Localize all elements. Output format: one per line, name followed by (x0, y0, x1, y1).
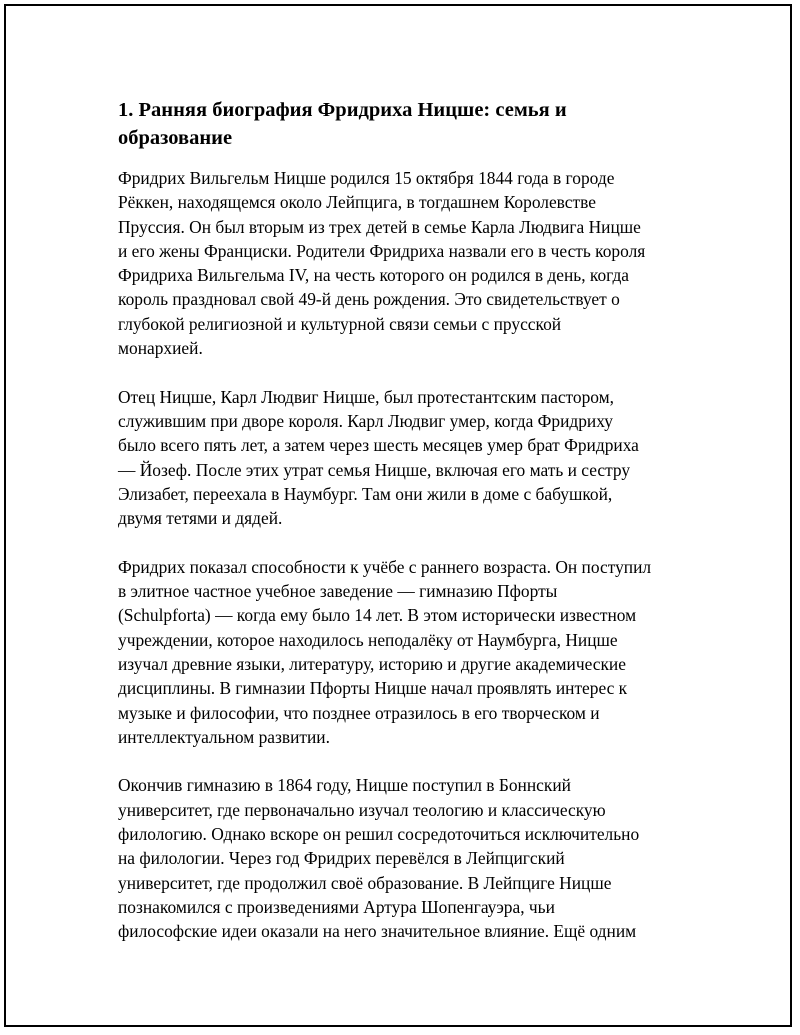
text-line: Пруссия. Он был вторым из трех детей в семье Карла Людвига Ницше (118, 216, 641, 237)
text-line: (Schulpforta) — когда ему было 14 лет. В этом исторически известном (118, 605, 637, 626)
text-line: Рёккен, находящемся около Лейпцига, в тогдашнем Королевстве (118, 192, 596, 213)
text-line: интеллектуальном развитии. (118, 726, 330, 747)
text-line: познакомился с произведениями Артура Шопенгауэра, чьи (118, 896, 555, 917)
text-line: было всего пять лет, а затем через шесть месяцев умер брат Фридриха (118, 435, 639, 456)
text-line: служившим при дворе короля. Карл Людвиг умер, когда Фридриху (118, 410, 613, 431)
text-line: изучал древние языки, литературу, историю и другие академические (118, 653, 626, 674)
text-line: филологию. Однако вскоре он решил сосредоточиться исключительно (118, 824, 640, 845)
text-line: Фридриха Вильгельма IV, на честь которого он родился в день, когда (118, 265, 630, 286)
section-heading (118, 96, 698, 152)
text-line: Фридрих показал способности к учёбе с раннего возраста. Он поступил (118, 556, 652, 577)
paragraph-university (118, 773, 698, 943)
text-line: Окончив гимназию в 1864 году, Ницше поступил в Боннский (118, 775, 571, 796)
text-line: Фридрих Вильгельм Ницше родился 15 октября 1844 года в городе (118, 168, 615, 188)
paragraph-birth (118, 166, 698, 360)
text-line: в элитное частное учебное заведение — гимназию Пфорты (118, 581, 558, 602)
text-line: двумя тетями и дядей. (118, 508, 283, 529)
text-line: монархией. (118, 338, 203, 359)
heading-line: 1. Ранняя биография Фридриха Ницше: семья и (118, 99, 567, 121)
text-line: король праздновал свой 49-й день рождения. Это свидетельствует о (118, 289, 620, 310)
text-line: музыке и философии, что позднее отразилось в его творческом и (118, 702, 600, 723)
text-line: университет, где первоначально изучал теологию и классическую (118, 799, 606, 820)
text-line: Отец Ницше, Карл Людвиг Ницше, был протестантским пастором, (118, 386, 615, 407)
text-line: глубокой религиозной и культурной связи семьи с прусской (118, 313, 562, 334)
text-line: философские идеи оказали на него значительное влияние. Ещё одним (118, 921, 637, 942)
text-line: и его жены Франциски. Родители Фридриха назвали его в честь короля (118, 240, 646, 261)
paragraph-gymnasium (118, 555, 698, 749)
heading-line: образование (118, 127, 233, 149)
text-line: Элизабет, переехала в Наумбург. Там они жили в доме с бабушкой, (118, 483, 613, 504)
text-line: дисциплины. В гимназии Пфорты Ницше начал проявлять интерес к (118, 678, 628, 699)
text-line: учреждении, которое находилось неподалёку от Наумбурга, Ницше (118, 629, 618, 650)
text-line: университет, где продолжил своё образование. В Лейпциге Ницше (118, 872, 612, 893)
text-line: — Йозеф. После этих утрат семья Ницше, включая его мать и сестру (118, 459, 631, 480)
paragraph-father (118, 385, 698, 531)
text-line: на филологии. Через год Фридрих перевёлся в Лейпцигский (118, 848, 565, 869)
document-body (118, 96, 698, 968)
